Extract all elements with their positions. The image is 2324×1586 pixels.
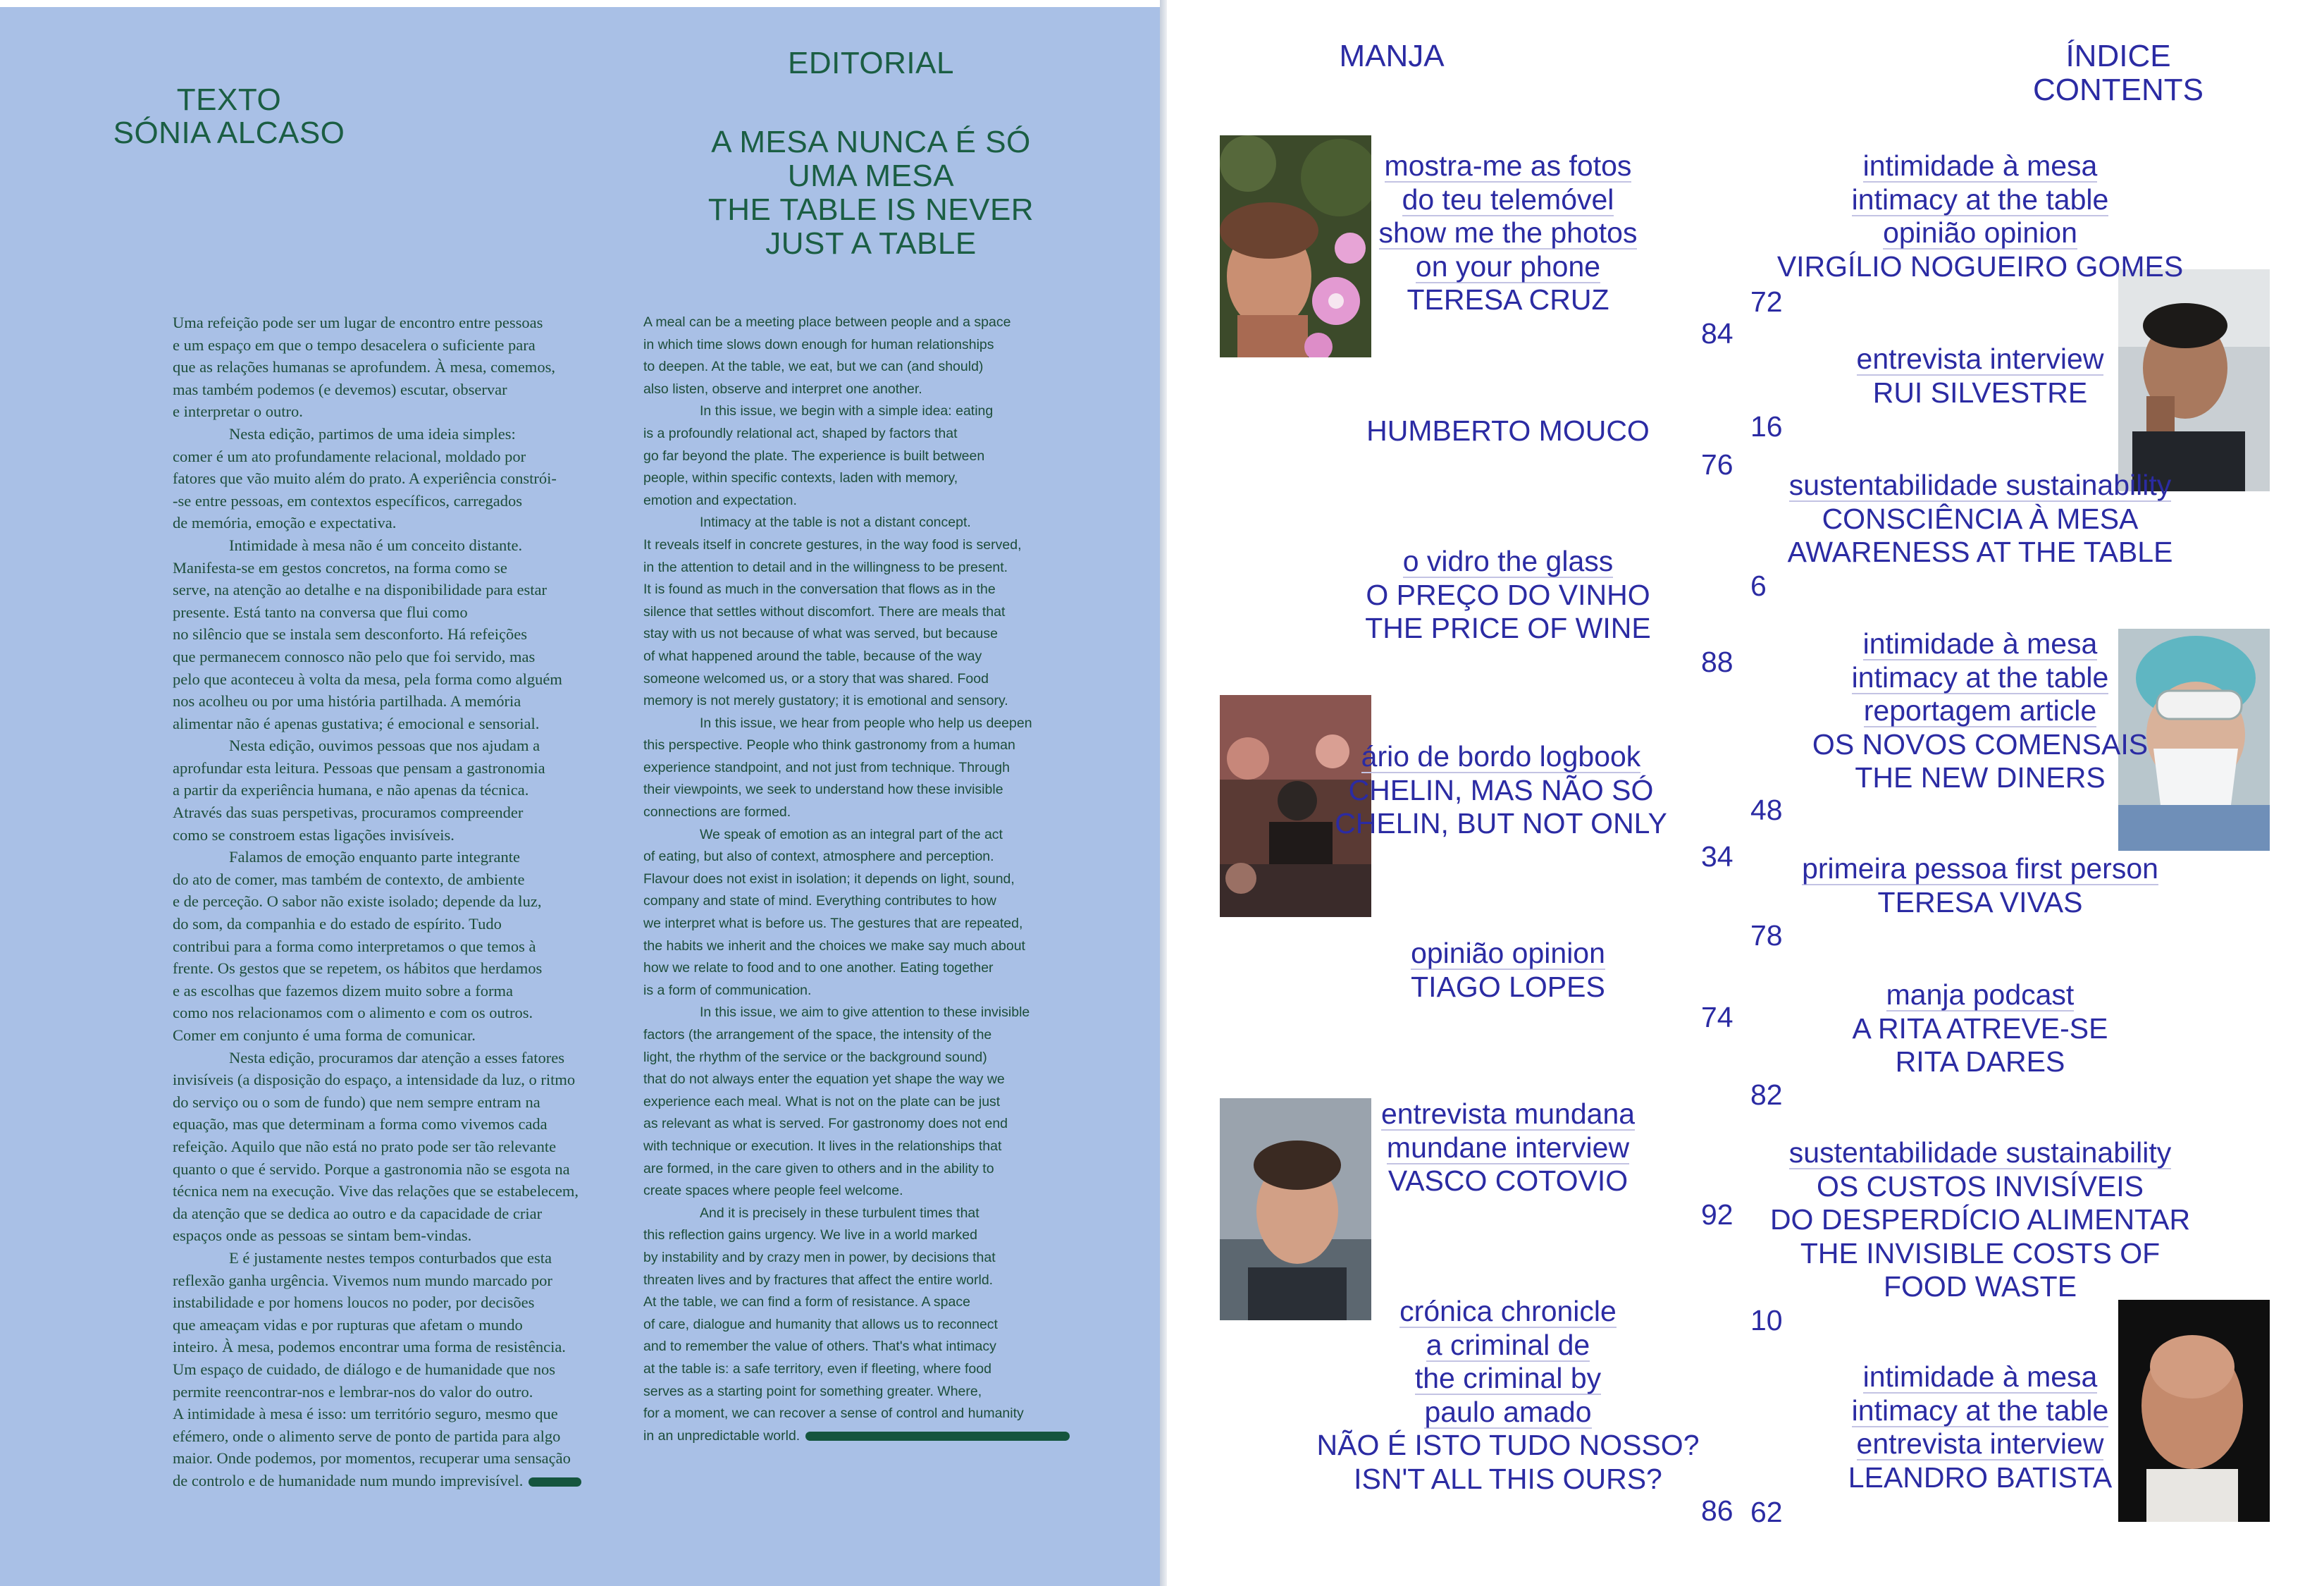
text-line: Comer em conjunto é uma forma de comunicar. [173, 1026, 476, 1044]
entry-title: VIRGÍLIO NOGUEIRO GOMES [1776, 250, 2184, 283]
entry-title: RUI SILVESTRE [1872, 376, 2088, 409]
text-line: quanto o que é servido. Porque a gastronomia não se esgota na [173, 1160, 570, 1178]
contents-entry[interactable] [1275, 149, 1741, 317]
contents-entry[interactable] [1748, 1360, 2213, 1494]
text-line: experience standpoint, and not just from technique. Through [643, 759, 1010, 775]
entry-title: TERESA VIVAS [1877, 885, 2083, 918]
entry-title: OS NOVOS COMENSAIS [1812, 727, 2149, 761]
contents-page [1167, 0, 2324, 1586]
entry-category: opinião opinion [1883, 216, 2077, 249]
section-title: EDITORIAL [788, 46, 954, 80]
text-line: presente. Está tanto na conversa que flui como [173, 603, 468, 621]
english-column [643, 312, 1105, 1447]
text-line: invisíveis (a disposição do espaço, a intensidade da luz, o ritmo [173, 1071, 576, 1089]
text-line: In this issue, we aim to give attention to these invisible [700, 1004, 1030, 1021]
text-line: como se constroem estas ligações invisíveis. [173, 825, 455, 844]
text-line: of eating, but also of context, atmosphere and perception. [643, 849, 994, 865]
page-number: 16 [1750, 410, 1783, 443]
contents-entry[interactable] [1275, 545, 1741, 646]
text-line: Flavour does not exist in isolation; it depends on light, sound, [643, 871, 1015, 887]
entry-category: sustentabilidade sustainability [1788, 469, 2172, 501]
text-line: Nesta edição, partimos de uma ideia simples: [229, 424, 516, 443]
text-line: at the table is: a safe territory, even if fleeting, where food [643, 1360, 991, 1377]
index-heading [2013, 39, 2224, 107]
page-number: 6 [1750, 570, 1767, 602]
portuguese-column [173, 312, 631, 1492]
entry-category: entrevista interview [1856, 343, 2104, 375]
text-line: the habits we inherit and the choices we make say much about [643, 938, 1025, 954]
text-line: A intimidade à mesa é isso: um território seguro, mesmo que [173, 1405, 558, 1423]
page-number: 84 [1701, 317, 1733, 350]
text-line: factors (the arrangement of the space, the intensity of the [643, 1027, 992, 1043]
text-line: equação, mas que determinam a forma como vivemos cada [173, 1115, 548, 1133]
text-line: da atenção que se dedica ao outro e da capacidade de criar [173, 1204, 543, 1222]
text-line: connections are formed. [643, 804, 791, 820]
text-line: permite reencontrar-nos e lembrar-nos do valor do outro. [173, 1382, 533, 1401]
text-line: go far beyond the plate. The experience is built between [643, 448, 985, 464]
text-line: create spaces where people feel welcome. [643, 1183, 903, 1199]
entry-category: intimacy at the table [1851, 183, 2109, 216]
text-line: a partir da experiência humana, e não apenas da técnica. [173, 781, 529, 799]
entry-title: CHELIN, BUT NOT ONLY [1335, 807, 1667, 840]
contents-entry[interactable] [1748, 978, 2213, 1079]
entry-category: do teu telemóvel [1402, 183, 1614, 216]
text-line: comer é um ato profundamente relacional, moldado por [173, 447, 526, 465]
text-line: Manifesta-se em gestos concretos, na forma como se [173, 558, 507, 577]
text-line: to deepen. At the table, we eat, but we can (and should) [643, 359, 984, 375]
text-line: do serviço ou o som de fundo) que nem sempre entram na [173, 1093, 540, 1111]
text-line: and to remember the value of others. That's what intimacy [643, 1339, 996, 1355]
entry-title: TIAGO LOPES [1411, 970, 1605, 1003]
text-line: And it is precisely in these turbulent times that [700, 1205, 979, 1221]
text-line: Intimidade à mesa não é um conceito distante. [229, 536, 523, 554]
text-line: de memória, emoção e expectativa. [173, 514, 397, 532]
text-line: A meal can be a meeting place between people and a space [643, 314, 1011, 330]
entry-category: show me the photos [1378, 216, 1638, 249]
entry-title: OS CUSTOS INVISÍVEIS [1816, 1169, 2144, 1203]
page-gutter [1160, 0, 1167, 1586]
entry-title: ISN'T ALL THIS OURS? [1354, 1462, 1662, 1495]
contents-entry[interactable] [1275, 1098, 1741, 1198]
entry-category: primeira pessoa first person [1802, 852, 2158, 885]
text-line: e um espaço em que o tempo desacelera o suficiente para [173, 336, 536, 354]
contents-entry[interactable] [1275, 937, 1741, 1004]
entry-title: VASCO COTOVIO [1387, 1164, 1628, 1197]
text-line: pelo que aconteceu à volta da mesa, pela forma como alguém [173, 670, 562, 688]
entry-title: O PREÇO DO VINHO [1366, 578, 1650, 611]
entry-title: LEANDRO BATISTA [1848, 1461, 2113, 1494]
editorial-title [660, 125, 1082, 261]
text-line: light, the rhythm of the service or the background sound) [643, 1049, 987, 1065]
title-line: A MESA NUNCA É SÓ [711, 125, 1031, 159]
entry-category: manja podcast [1886, 978, 2075, 1011]
entry-title: THE NEW DINERS [1855, 761, 2106, 794]
page-number: 86 [1701, 1494, 1733, 1527]
title-line: UMA MESA [787, 159, 955, 193]
contents-entry[interactable] [1275, 1295, 1741, 1496]
text-line: e as escolhas que fazemos dizem muito sobre a forma [173, 981, 513, 1000]
page-number: 78 [1750, 919, 1783, 952]
text-line: Nesta edição, ouvimos pessoas que nos ajudam a [229, 737, 540, 755]
text-line: this reflection gains urgency. We live in a world marked [643, 1227, 977, 1243]
text-line: people, within specific contexts, laden with memory, [643, 470, 958, 486]
text-line: como nos relacionamos com o alimento e com os outros. [173, 1004, 533, 1022]
text-line: espaços onde as pessoas se sintam bem-vindas. [173, 1227, 472, 1245]
text-line: Um espaço de cuidado, de diálogo e de humanidade que nos [173, 1360, 555, 1378]
text-line: que as relações humanas se aprofundem. À mesa, comemos, [173, 358, 555, 376]
entry-category: mundane interview [1386, 1131, 1630, 1164]
page-number: 92 [1701, 1198, 1733, 1231]
text-line: of care, dialogue and humanity that allows us to reconnect [643, 1316, 998, 1332]
editorial-page [0, 7, 1160, 1586]
text-line: In this issue, we begin with a simple idea: eating [700, 403, 994, 419]
entry-title: FOOD WASTE [1883, 1270, 2077, 1303]
text-line: refeição. Aquilo que não está no prato pode ser tão relevante [173, 1137, 557, 1155]
text-line: is a profoundly relational act, shaped by factors that [643, 425, 958, 441]
entry-title: RITA DARES [1895, 1045, 2065, 1078]
text-line: this perspective. People who think gastronomy from a human [643, 737, 1015, 754]
entry-category: entrevista mundana [1380, 1098, 1636, 1130]
entry-title: THE PRICE OF WINE [1365, 612, 1651, 644]
text-line: we interpret what is before us. The gestures that are repeated, [643, 916, 1023, 932]
page-number: 76 [1701, 448, 1733, 481]
text-line: In this issue, we hear from people who help us deepen [700, 715, 1032, 731]
page-number: 48 [1750, 794, 1783, 826]
text-line: is a form of communication. [643, 982, 812, 998]
text-line: Através das suas perspetivas, procuramos compreender [173, 804, 524, 822]
entry-title: THE INVISIBLE COSTS OF [1800, 1236, 2161, 1270]
entry-title: CONSCIÊNCIA À MESA [1822, 502, 2139, 535]
text-line: Nesta edição, procuramos dar atenção a esses fatores [229, 1048, 565, 1066]
text-line: alimentar não é apenas gustativa; é emocional e sensorial. [173, 714, 540, 732]
text-line: frente. Os gestos que se repetem, os hábitos que herdamos [173, 959, 543, 978]
title-line: THE TABLE IS NEVER [707, 192, 1034, 227]
text-line: Uma refeição pode ser um lugar de encontro entre pessoas [173, 314, 543, 331]
page-number: 74 [1701, 1001, 1733, 1033]
text-line: their viewpoints, we seek to understand how these invisible [643, 782, 1003, 798]
brand-title: MANJA [1339, 39, 1445, 73]
entry-title: AWARENESS AT THE TABLE [1787, 536, 2173, 568]
page-number: 62 [1750, 1496, 1783, 1528]
index-line: CONTENTS [2033, 73, 2204, 107]
text-line: At the table, we can find a form of resistance. A space [643, 1294, 970, 1310]
text-line: also listen, observe and interpret one another. [643, 381, 922, 397]
page-number: 10 [1750, 1304, 1783, 1336]
entry-category: sustentabilidade sustainability [1788, 1136, 2172, 1169]
text-line: experience each meal. What is not on the plate can be just [643, 1093, 1001, 1109]
text-line: as relevant as what is served. For gastronomy does not end [643, 1116, 1008, 1132]
text-line: E é justamente nestes tempos conturbados que esta [229, 1248, 552, 1267]
text-line: in which time slows down enough for human relationships [643, 336, 994, 352]
text-line: nos acolheu ou por uma história partilhada. A memória [173, 692, 521, 711]
entry-category: the criminal by [1414, 1362, 1602, 1394]
entry-category: opinião opinion [1411, 937, 1605, 969]
entry-category: crónica chronicle [1399, 1295, 1617, 1327]
text-line: in the attention to detail and in the willingness to be present. [643, 559, 1008, 575]
text-line: que ameaçam vidas e por rupturas que afetam o mundo [173, 1315, 523, 1334]
credit-name: SÓNIA ALCASO [113, 116, 345, 150]
text-line: Intimacy at the table is not a distant concept. [700, 515, 971, 531]
text-line: It is found as much in the conversation that flows as in the [643, 582, 996, 598]
text-line: of what happened around the table, because of the way [643, 648, 982, 664]
text-line: that do not always enter the equation yet shape the way we [643, 1071, 1005, 1088]
entry-category: a criminal de [1426, 1328, 1590, 1361]
text-line: fatores que vão muito além do prato. A experiência constrói- [173, 469, 557, 488]
entry-title: DO DESPERDÍCIO ALIMENTAR [1769, 1203, 2191, 1236]
text-line: técnica nem na execução. Vive das relações que se estabelecem, [173, 1182, 579, 1200]
entry-category: mostra-me as fotos [1384, 149, 1632, 182]
contents-entry[interactable] [1748, 343, 2213, 410]
entry-category: intimidade à mesa [1862, 1360, 2098, 1393]
text-line: in an unpredictable world. [643, 1427, 801, 1444]
index-line: ÍNDICE [2065, 39, 2171, 73]
text-line: stay with us not because of what was served, but because [643, 626, 998, 642]
text-line: efémero, onde o alimento serve de ponto de partida para algo [173, 1427, 561, 1445]
contents-entry[interactable] [1748, 469, 2213, 570]
entry-category: reportagem article [1863, 694, 2097, 727]
entry-category: intimidade à mesa [1862, 149, 2098, 182]
text-line: someone welcomed us, or a story that was shared. Food [643, 670, 989, 687]
entry-title: TERESA CRUZ [1407, 283, 1609, 316]
entry-title: A RITA ATREVE-SE [1852, 1012, 2108, 1045]
entry-title: HUMBERTO MOUCO [1366, 414, 1650, 447]
text-line: do som, da companhia e do estado de espírito. Tudo [173, 915, 502, 933]
text-line: company and state of mind. Everything contributes to how [643, 893, 996, 909]
entry-category: paulo amado [1424, 1395, 1592, 1428]
text-line: e interpretar o outro. [173, 402, 303, 421]
text-line: serve, na atenção ao detalhe e na disponibilidade para estar [173, 581, 548, 599]
text-line: do ato de comer, mas também de contexto, de ambiente [173, 870, 525, 888]
text-line: It reveals itself in concrete gestures, in the way food is served, [643, 536, 1022, 553]
text-line: maior. Onde podemos, por momentos, recuperar uma sensação [173, 1449, 571, 1468]
text-line: contribui para a forma como interpretamos o que temos à [173, 937, 536, 955]
text-line: reflexão ganha urgência. Vivemos num mundo marcado por [173, 1271, 552, 1289]
text-line: are formed, in the care given to others and in the ability to [643, 1160, 994, 1176]
text-line: que permanecem connosco não pelo que foi servido, mas [173, 647, 536, 665]
text-line: for a moment, we can recover a sense of control and humanity [643, 1406, 1024, 1422]
page-number: 72 [1750, 285, 1783, 318]
entry-category: entrevista interview [1856, 1427, 2104, 1460]
text-line: no silêncio que se instala sem desconforto. Há refeições [173, 625, 527, 644]
text-line: silence that settles without discomfort. There are meals that [643, 603, 1006, 620]
end-mark [805, 1432, 1070, 1441]
text-line: aprofundar esta leitura. Pessoas que pensam a gastronomia [173, 758, 545, 777]
entry-category: ário de bordo logbook [1361, 740, 1641, 773]
text-line: de controlo e de humanidade num mundo imprevisível. [173, 1471, 524, 1489]
text-line: e de perceção. O sabor não existe isolado; depende da luz, [173, 892, 542, 911]
page-number: 82 [1750, 1078, 1783, 1111]
text-line: threaten lives and by fractures that affect the entire world. [643, 1272, 994, 1288]
text-line: with technique or execution. It lives in the relationships that [643, 1138, 1002, 1154]
text-line: serves as a starting point for something greater. Where, [643, 1383, 982, 1399]
contents-entry[interactable] [1268, 740, 1733, 841]
page-number: 88 [1701, 646, 1733, 678]
entry-category: intimacy at the table [1851, 660, 2109, 694]
text-line: mas também podemos (e devemos) escutar, observar [173, 380, 507, 398]
text-line: how we relate to food and to one another. Eating together [643, 960, 994, 976]
entry-category: intimacy at the table [1851, 1394, 2109, 1427]
text-line: emotion and expectation. [643, 492, 797, 508]
entry-title: NÃO É ISTO TUDO NOSSO? [1316, 1429, 1700, 1461]
end-mark [529, 1477, 581, 1487]
contents-entry[interactable] [1275, 414, 1741, 448]
text-line: instabilidade e por homens loucos no poder, por decisões [173, 1293, 535, 1312]
entry-category: intimidade à mesa [1862, 627, 2098, 660]
text-line: -se entre pessoas, em contextos específicos, carregados [173, 491, 523, 510]
text-line: Falamos de emoção enquanto parte integrante [229, 848, 520, 866]
text-line: by instability and by crazy men in power, by decisions that [643, 1249, 996, 1265]
text-line: memory is not merely gustatory; it is emotional and sensory. [643, 693, 1008, 709]
page-number: 34 [1701, 840, 1733, 873]
entry-category: on your phone [1415, 250, 1601, 283]
title-line: JUST A TABLE [765, 226, 977, 261]
text-line: We speak of emotion as an integral part of the act [700, 826, 1003, 842]
contents-entry[interactable] [1748, 149, 2213, 283]
contents-entry[interactable] [1748, 852, 2213, 919]
contents-entry[interactable] [1748, 1136, 2213, 1304]
contents-entry[interactable] [1748, 627, 2213, 795]
entry-title: CHELIN, MAS NÃO SÓ [1348, 773, 1654, 806]
text-line: inteiro. À mesa, podemos encontrar uma forma de resistência. [173, 1338, 566, 1356]
entry-category: o vidro the glass [1402, 545, 1614, 577]
credit-label: TEXTO [176, 82, 282, 117]
